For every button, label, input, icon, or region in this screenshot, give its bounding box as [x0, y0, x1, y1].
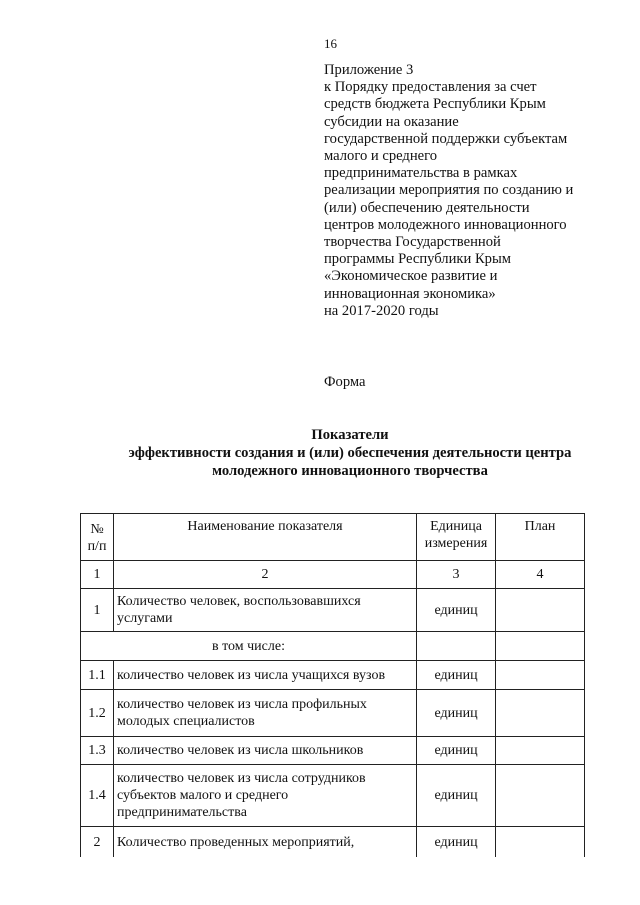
appendix-line: центров молодежного инновационного [324, 216, 567, 233]
index-cell: 1 [81, 561, 114, 589]
row-plan[interactable] [496, 661, 585, 690]
appendix-line: предпринимательства в рамках [324, 165, 518, 182]
row-num: 2 [81, 827, 114, 858]
row-unit: единиц [417, 589, 496, 632]
title-line: эффективности создания и (или) обеспечения деятельности центра [128, 445, 572, 461]
indicators-table [80, 513, 585, 857]
header-num: № п/п [81, 514, 114, 561]
table-row [81, 765, 585, 827]
row-unit: единиц [417, 690, 496, 737]
document-title [90, 426, 610, 480]
row-name: количество человек из числа школьников [114, 737, 417, 765]
appendix-line: малого и среднего [324, 148, 438, 165]
row-plan[interactable] [496, 765, 585, 827]
index-cell: 4 [496, 561, 585, 589]
table-header-row [81, 514, 585, 561]
appendix-line: государственной поддержки субъектам [324, 130, 568, 147]
header-name: Наименование показателя [114, 514, 417, 561]
row-unit: единиц [417, 661, 496, 690]
row-name: Количество человек, воспользовавшихся услугами [114, 589, 417, 632]
table-row [81, 690, 585, 737]
row-plan[interactable] [496, 589, 585, 632]
row-unit [417, 632, 496, 661]
table-row [81, 737, 585, 765]
row-unit: единиц [417, 827, 496, 858]
appendix-line: «Экономическое развитие и [324, 268, 498, 285]
appendix-block [324, 62, 624, 320]
row-plan[interactable] [496, 632, 585, 661]
index-cell: 3 [417, 561, 496, 589]
form-label: Форма [324, 374, 366, 390]
appendix-line: Приложение 3 [324, 62, 414, 78]
table-row [81, 827, 585, 858]
row-num: 1.2 [81, 690, 114, 737]
appendix-line: инновационная экономика» [324, 285, 496, 302]
row-unit: единиц [417, 765, 496, 827]
title-line: молодежного инновационного творчества [212, 463, 488, 479]
appendix-line: программы Республики Крым [324, 251, 512, 268]
appendix-line: к Порядку предоставления за счет [324, 79, 537, 96]
appendix-line: на 2017-2020 годы [324, 302, 439, 319]
title-line: Показатели [311, 427, 389, 443]
row-name: Количество проведенных мероприятий, [114, 827, 417, 858]
row-name: количество человек из числа учащихся вузов [114, 661, 417, 690]
table-row [81, 632, 585, 661]
table-index-row [81, 561, 585, 589]
row-unit: единиц [417, 737, 496, 765]
row-plan[interactable] [496, 690, 585, 737]
row-plan[interactable] [496, 737, 585, 765]
row-subheading: в том числе: [81, 632, 417, 661]
appendix-line: (или) обеспечению деятельности [324, 199, 530, 216]
index-cell: 2 [114, 561, 417, 589]
table-row [81, 589, 585, 632]
appendix-line: субсидии на оказание [324, 113, 459, 130]
table-row [81, 661, 585, 690]
header-unit: Единица измерения [417, 514, 496, 561]
appendix-line: средств бюджета Республики Крым [324, 96, 546, 113]
row-name: количество человек из числа профильных молодых специалистов [114, 690, 417, 737]
row-name: количество человек из числа сотрудников субъектов малого и среднего предпринимательства [114, 765, 417, 827]
header-plan: План [496, 514, 585, 561]
row-num: 1 [81, 589, 114, 632]
row-plan[interactable] [496, 827, 585, 858]
appendix-line: творчества Государственной [324, 234, 501, 251]
row-num: 1.4 [81, 765, 114, 827]
row-num: 1.1 [81, 661, 114, 690]
page-number: 16 [324, 36, 337, 51]
appendix-line: реализации мероприятия по созданию и [324, 182, 574, 199]
row-num: 1.3 [81, 737, 114, 765]
